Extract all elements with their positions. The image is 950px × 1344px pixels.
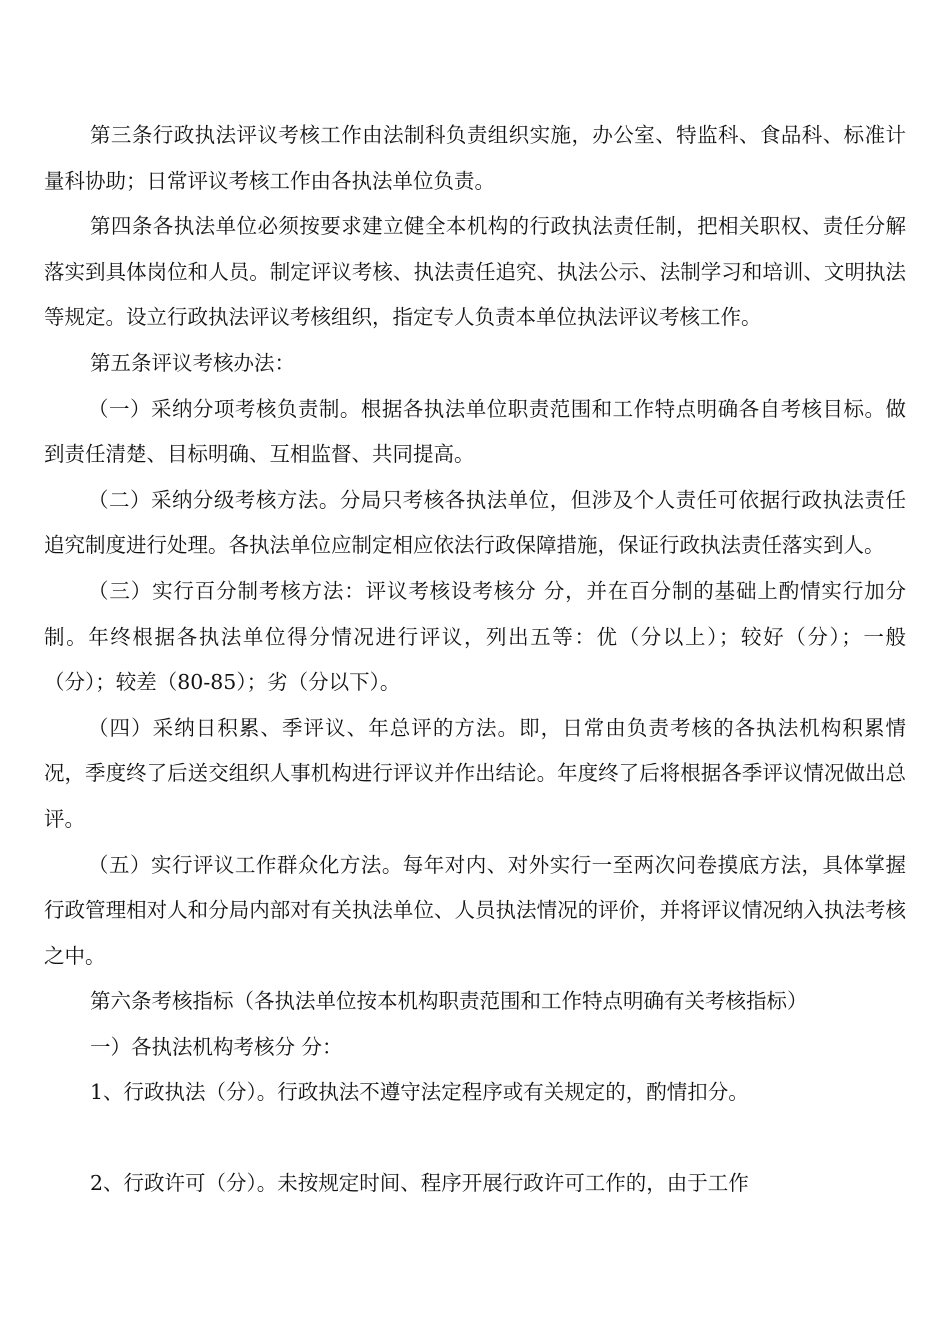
article-6-section-1: 一）各执法机构考核分 分： <box>90 1034 343 1059</box>
article-6-item-2: 2、行政许可（分）。未按规定时间、程序开展行政许可工作的，由于工作 <box>90 1171 749 1196</box>
document-page <box>44 113 906 1207</box>
article-5-heading: 第五条评议考核办法： <box>90 350 295 375</box>
article-5-item-2: （二）采纳分级考核方法。分局只考核各执法单位，但涉及个人责任可依据行政执法责任追究制度进行处理。各执法单位应制定相应依法行政保障措施，保证行政执法责任落实到人。 <box>44 487 906 558</box>
article-6-heading: 第六条考核指标（各执法单位按本机构职责范围和工作特点明确有关考核指标） <box>90 989 808 1014</box>
article-5-item-3: （三）实行百分制考核方法：评议考核设考核分 分，并在百分制的基础上酌情实行加分制。年终根据各执法单位得分情况进行评议，列出五等：优（分以上）；较好（分）；一般（分）；较差（80-85）；劣（分以下）。 <box>44 578 906 695</box>
article-6-item-1: 1、行政执法（分）。行政执法不遵守法定程序或有关规定的，酌情扣分。 <box>90 1080 749 1105</box>
article-5-item-4: （四）采纳日积累、季评议、年总评的方法。即，日常由负责考核的各执法机构积累情况，季度终了后送交组织人事机构进行评议并作出结论。年度终了后将根据各季评议情况做出总评。 <box>44 715 906 831</box>
article-4-paragraph: 第四条各执法单位必须按要求建立健全本机构的行政执法责任制，把相关职权、责任分解落实到具体岗位和人员。制定评议考核、执法责任追究、执法公示、法制学习和培训、文明执法等规定。设立行政执法评议考核组织，指定专人负责本单位执法评议考核工作。 <box>44 214 906 330</box>
article-5-item-5: （五）实行评议工作群众化方法。每年对内、对外实行一至两次问卷摸底方法，具体掌握行政管理相对人和分局内部对有关执法单位、人员执法情况的评价，并将评议情况纳入执法考核之中。 <box>44 852 906 968</box>
article-5-item-1: （一）采纳分项考核负责制。根据各执法单位职责范围和工作特点明确各自考核目标。做到责任清楚、目标明确、互相监督、共同提高。 <box>44 396 906 467</box>
article-3-paragraph: 第三条行政执法评议考核工作由法制科负责组织实施，办公室、特监科、食品科、标准计量科协助；日常评议考核工作由各执法单位负责。 <box>44 123 906 193</box>
